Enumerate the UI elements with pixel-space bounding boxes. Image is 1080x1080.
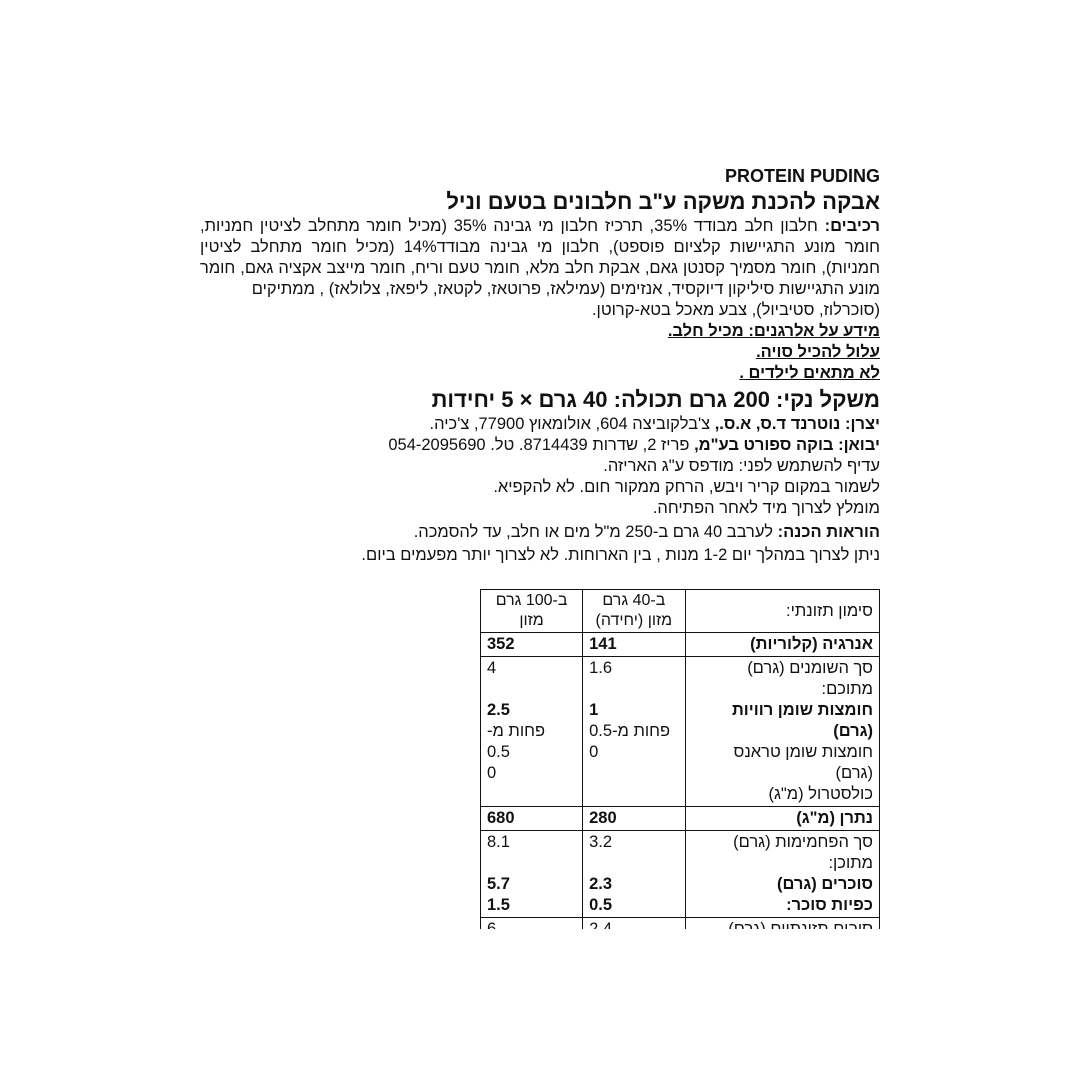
preparation-label: הוראות הכנה: (777, 523, 880, 541)
sugars-unit: 2.3 (589, 875, 613, 893)
storage-instructions: לשמור במקום קריר ויבש, הרחק ממקור חום. לא להקפיא. (493, 478, 880, 496)
best-before: עדיף להשתמש לפני: מודפס ע"ג האריזה. (603, 457, 880, 475)
fat-total-label: סך השומנים (גרם) (747, 659, 873, 677)
sugars-label: סוכרים (גרם) (776, 875, 873, 893)
carbs-unit-values (583, 831, 685, 918)
fat-total-unit: 1.6 (589, 659, 613, 677)
carbs-per100-values (481, 831, 583, 918)
nutrition-row-carbs (481, 831, 880, 918)
sugar-teaspoons-label: כפיות סוכר: (786, 896, 873, 914)
nutrition-header-unit (583, 590, 685, 633)
header-per100-line-2: מזון (519, 612, 544, 629)
carbs-of-which-label: מתוכן: (828, 854, 873, 872)
saturated-fat-label: חומצות שומן רוויות (גרם) (731, 701, 873, 740)
ingredients-paragraph (200, 216, 880, 300)
net-weight: משקל נקי: 200 גרם תכולה: 40 גרם × 5 יחידות (431, 387, 880, 412)
manufacturer-name: נוטרנד ד.ס, א.ס., (714, 415, 841, 433)
cholesterol-per100: 0 (487, 764, 497, 782)
header-unit-line-1: ב-40 גרם (602, 592, 666, 609)
ingredients-sweeteners: (סוכרלוז, סטיביול), צבע מאכל בטא-קרוטן. (591, 301, 880, 319)
sodium-unit: 280 (583, 807, 685, 831)
nutrition-header-per100 (481, 590, 583, 633)
fat-total-per100: 4 (487, 659, 497, 677)
energy-label: אנרגיה (קלוריות) (685, 633, 879, 657)
nutrition-row-energy (481, 633, 880, 657)
sugar-teaspoons-unit: 0.5 (589, 896, 613, 914)
sodium-label: נתרן (מ"ג) (685, 807, 879, 831)
carbs-labels (685, 831, 879, 918)
product-title-hebrew: אבקה להכנת משקה ע"ב חלבונים בטעם וניל (446, 189, 880, 214)
carbs-total-label: סך הפחמימות (גרם) (733, 833, 873, 851)
fat-per100-values (481, 657, 583, 807)
manufacturer-label: יצרן: (844, 415, 880, 433)
carbs-total-unit: 3.2 (589, 833, 613, 851)
manufacturer-line (200, 414, 880, 435)
saturated-fat-unit: 1 (589, 701, 599, 719)
trans-fat-per100-prefix: פחות מ- (487, 722, 546, 740)
importer-phone: 054-2095690 (388, 436, 486, 454)
sodium-per100: 680 (481, 807, 583, 831)
nutrition-header-label: סימון תזונתי: (685, 590, 879, 633)
nutrition-table (480, 589, 880, 966)
nutrition-row-fat (481, 657, 880, 807)
trans-fat-label: חומצות שומן טראנס (גרם) (733, 743, 873, 782)
preparation-line (200, 522, 880, 543)
preparation-text: לערבב 40 גרם ב-250 מ"ל מים או חלב, עד להסמכה. (413, 523, 774, 541)
fat-of-which-label: מתוכם: (821, 680, 873, 698)
importer-address: פריז 2, שדרות 8714439. טל. (490, 436, 690, 454)
carbs-total-per100: 8.1 (487, 833, 510, 851)
energy-unit: 141 (583, 633, 685, 657)
energy-per100: 352 (481, 633, 583, 657)
fat-unit-values (583, 657, 685, 807)
allergens-line-2: עלול להכיל סויה. (756, 343, 880, 361)
manufacturer-address: צ'בלקוביצה 604, אולומאוץ 77900, צ'כיה. (429, 415, 711, 433)
cholesterol-unit: 0 (589, 743, 599, 761)
product-label (200, 164, 880, 566)
trans-fat-unit: פחות מ-0.5 (589, 722, 671, 740)
allergens-line-1: מידע על אלרגנים: מכיל חלב. (667, 322, 880, 340)
ingredients-label: רכיבים: (824, 217, 880, 235)
fat-labels (685, 657, 879, 807)
ingredients-text: חלבון חלב מבודד 35%, תרכיז חלבון מי גבינה 35% (מכיל חומר מתחלב לציטין חמניות, חומר מונע התגיישות קלציום פוספט), חלבון מי גבינה מבודד14% (מכיל חומר מתחלב לציטין חמניות), חומר מסמיך קסנטן גאם, אבקת חלב מלא, חומר טעם וריח, חומר מייצב אקציה גאם, חומר מונע התגיישות סיליקון דיוקסיד, אנזימים (עמילאז, פרוטאז, לקטאז, ליפאז, צלולאז) , ממתיקים (200, 217, 880, 298)
header-per100-line-1: ב-100 גרם (495, 592, 568, 609)
importer-name: בוקה ספורט בע"מ, (694, 436, 834, 454)
sugars-per100: 5.7 (487, 875, 510, 893)
nutrition-header-row (481, 590, 880, 633)
importer-label: יבואן: (838, 436, 880, 454)
table-crop-mask (478, 929, 882, 1080)
importer-line (200, 435, 880, 456)
saturated-fat-per100: 2.5 (487, 701, 510, 719)
header-unit-line-2: מזון (יחידה) (595, 612, 673, 629)
after-opening: מומלץ לצרוך מיד לאחר הפתיחה. (652, 499, 880, 517)
sugar-teaspoons-per100: 1.5 (487, 896, 510, 914)
trans-fat-per100-value: 0.5 (487, 743, 510, 761)
cholesterol-label: כולסטרול (מ"ג) (768, 785, 873, 803)
product-title-english: PROTEIN PUDING (724, 166, 880, 186)
nutrition-row-sodium (481, 807, 880, 831)
allergens-line-3: לא מתאים לילדים . (739, 364, 880, 382)
consumption-note: ניתן לצרוך במהלך יום 1-2 מנות , בין הארוחות. לא לצרוך יותר מפעמים ביום. (361, 546, 880, 564)
